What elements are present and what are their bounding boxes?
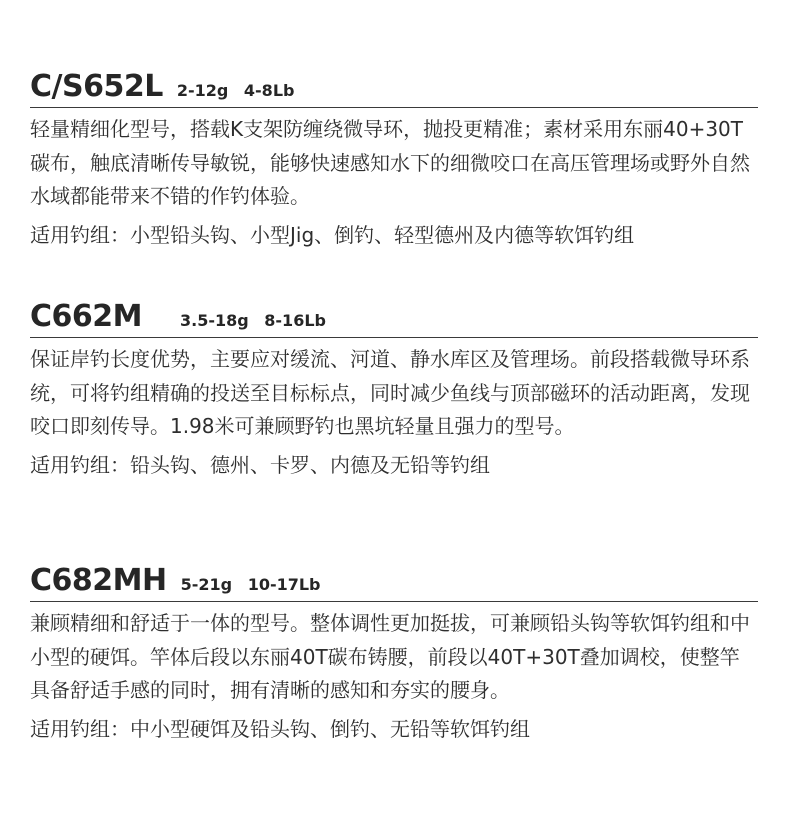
spec-group (177, 81, 295, 100)
section-header (30, 298, 758, 338)
description-text: 保证岸钓长度优势，主要应对缓流、河道、静水库区及管理场。前段搭载微导环系统，可将钓组精确的投送至目标标点，同时减少鱼线与顶部磁环的活动距离，发现咬口即刻传导。1.98米可兼顾野钓也黑坑轻量且强力的型号。 (30, 347, 750, 438)
line-weight: 10-17Lb (247, 575, 321, 594)
lure-weight: 3.5-18g (180, 311, 249, 330)
rod-section-c662m (30, 298, 758, 482)
section-header (30, 68, 758, 108)
description-text: 兼顾精细和舒适于一体的型号。整体调性更加挺拔，可兼顾铅头钩等软饵钓组和中小型的硬饵。竿体后段以东丽40T碳布铸腰，前段以40T+30T叠加调校，使整竿具备舒适手感的同时，拥有清晰的感知和夯实的腰身。 (30, 611, 750, 702)
lure-weight: 5-21g (180, 575, 233, 594)
line-weight: 8-16Lb (264, 311, 326, 330)
model-name: C662M (30, 299, 142, 334)
section-header (30, 562, 758, 602)
lure-weight: 2-12g (176, 81, 229, 100)
line-weight: 4-8Lb (243, 81, 295, 100)
suitable-rigs-text: 适用钓组：小型铅头钩、小型Jig、倒钓、轻型德州及内德等软饵钓组 (30, 222, 635, 247)
description-text: 轻量精细化型号，搭载K支架防缠绕微导环，抛投更精准；素材采用东丽40+30T碳布，触底清晰传导敏锐，能够快速感知水下的细微咬口在高压管理场或野外自然水域都能带来不错的作钓体验。 (30, 117, 750, 208)
suitable-rigs-text: 适用钓组：中小型硬饵及铅头钩、倒钓、无铅等软饵钓组 (30, 716, 530, 741)
spec-group (181, 575, 321, 594)
rod-section-c-s652l (30, 68, 758, 252)
model-name: C/S652L (30, 69, 163, 104)
rod-section-c682mh (30, 562, 758, 746)
suitable-rigs-text: 适用钓组：铅头钩、德州、卡罗、内德及无铅等钓组 (30, 452, 490, 477)
model-name: C682MH (30, 563, 167, 598)
spec-group (180, 311, 326, 330)
